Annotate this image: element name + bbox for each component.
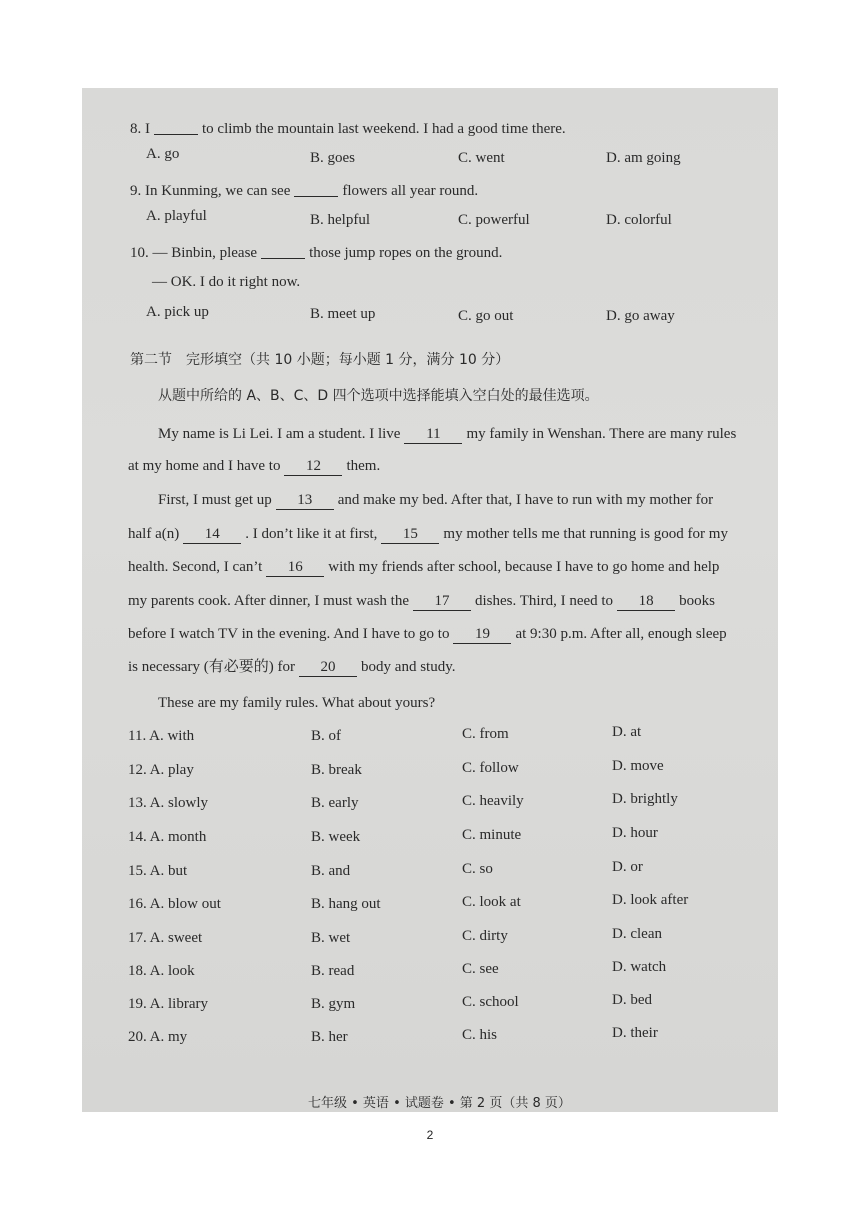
passage-line-7: before I watch TV in the evening. And I have to go to 19 at 9:30 p.m. After all, enough sleep [128,626,727,642]
option-8d: D. am going [606,150,681,166]
exam-footer: 七年级 • 英语 • 试题卷 • 第 2 页（共 8 页） [308,1096,571,1111]
blank-20: 20 [299,658,357,677]
cloze-option-20-c: C. his [462,1027,498,1043]
option-10c: C. go out [458,308,514,324]
cloze-option-19-d: D. bed [612,992,652,1008]
cloze-option-15-b: B. and [311,863,351,879]
section-heading: 第二节 完形填空（共 10 小题；每小题 1 分，满分 10 分） [130,352,510,368]
blank-14: 14 [183,525,241,544]
blank-15: 15 [381,525,439,544]
cloze-option-15-a: 15. A. but [128,863,188,879]
option-10d: D. go away [606,308,675,324]
cloze-option-18-d: D. watch [612,959,667,975]
cloze-option-17-a: 17. A. sweet [128,930,203,946]
cloze-option-13-a: 13. A. slowly [128,795,209,811]
passage-line-2: at my home and I have to 12 them. [128,458,381,474]
option-8b: B. goes [310,150,355,166]
passage-closing: These are my family rules. What about yours? [158,695,436,711]
cloze-option-13-c: C. heavily [462,793,524,809]
cloze-option-16-d: D. look after [612,892,689,908]
cloze-option-20-a: 20. A. my [128,1029,188,1045]
cloze-option-14-c: C. minute [462,827,522,843]
cloze-option-16-c: C. look at [462,894,521,910]
blank-11: 11 [404,425,462,444]
option-10a: A. pick up [146,304,209,320]
cloze-option-11-a: 11. A. with [128,728,195,744]
cloze-option-19-a: 19. A. library [128,996,208,1012]
cloze-option-12-c: C. follow [462,760,519,776]
cloze-option-15-d: D. or [612,859,643,875]
cloze-option-19-c: C. school [462,994,519,1010]
question-10-reply: — OK. I do it right now. [152,274,301,290]
cloze-option-18-a: 18. A. look [128,963,195,979]
blank-19: 19 [453,625,511,644]
blank-13: 13 [276,491,334,510]
question-8-stem: 8. I to climb the mountain last weekend. I had a good time there. [130,118,566,139]
page-number: 2 [426,1128,434,1142]
cloze-option-13-d: D. brightly [612,791,678,807]
blank-16: 16 [266,558,324,577]
cloze-option-20-d: D. their [612,1025,658,1041]
section-instruction: 从题中所给的 A、B、C、D 四个选项中选择能填入空白处的最佳选项。 [158,388,599,404]
cloze-option-19-b: B. gym [311,996,356,1012]
cloze-option-18-c: C. see [462,961,499,977]
answer-blank [294,180,338,197]
option-9c: C. powerful [458,212,530,228]
cloze-option-20-b: B. her [311,1029,348,1045]
answer-blank [154,118,198,135]
cloze-option-16-b: B. hang out [311,896,381,912]
cloze-option-18-b: B. read [311,963,355,979]
question-9-stem: 9. In Kunming, we can see flowers all year round. [130,180,478,201]
passage-line-8: is necessary (有必要的) for 20 body and study. [128,659,456,675]
cloze-option-11-d: D. at [612,724,642,740]
passage-line-1: My name is Li Lei. I am a student. I live 11 my family in Wenshan. There are many rules [158,426,737,442]
cloze-option-12-a: 12. A. play [128,762,194,778]
cloze-option-14-a: 14. A. month [128,829,207,845]
passage-line-6: my parents cook. After dinner, I must wash the 17 dishes. Third, I need to 18 books [128,593,715,609]
exam-page-photo [82,88,778,1112]
cloze-option-17-b: B. wet [311,930,351,946]
cloze-option-12-d: D. move [612,758,664,774]
option-9b: B. helpful [310,212,370,228]
cloze-option-14-d: D. hour [612,825,658,841]
option-9a: A. playful [146,208,207,224]
cloze-option-13-b: B. early [311,795,359,811]
cloze-option-16-a: 16. A. blow out [128,896,221,912]
option-8a: A. go [146,146,180,162]
option-8c: C. went [458,150,505,166]
passage-line-5: health. Second, I can’t 16 with my friends after school, because I have to go home and help [128,559,720,575]
option-9d: D. colorful [606,212,672,228]
cloze-option-12-b: B. break [311,762,362,778]
option-10b: B. meet up [310,306,376,322]
cloze-option-15-c: C. so [462,861,493,877]
question-10-stem: 10. — Binbin, please those jump ropes on the ground. [130,242,502,263]
blank-17: 17 [413,592,471,611]
blank-12: 12 [284,457,342,476]
passage-line-3: First, I must get up 13 and make my bed. After that, I have to run with my mother for [158,492,714,508]
passage-line-4: half a(n) 14 . I don’t like it at first, 15 my mother tells me that running is good for my [128,526,728,542]
cloze-option-17-d: D. clean [612,926,662,942]
cloze-option-17-c: C. dirty [462,928,508,944]
answer-blank [261,242,305,259]
cloze-option-11-c: C. from [462,726,509,742]
cloze-option-14-b: B. week [311,829,361,845]
blank-18: 18 [617,592,675,611]
cloze-option-11-b: B. of [311,728,341,744]
